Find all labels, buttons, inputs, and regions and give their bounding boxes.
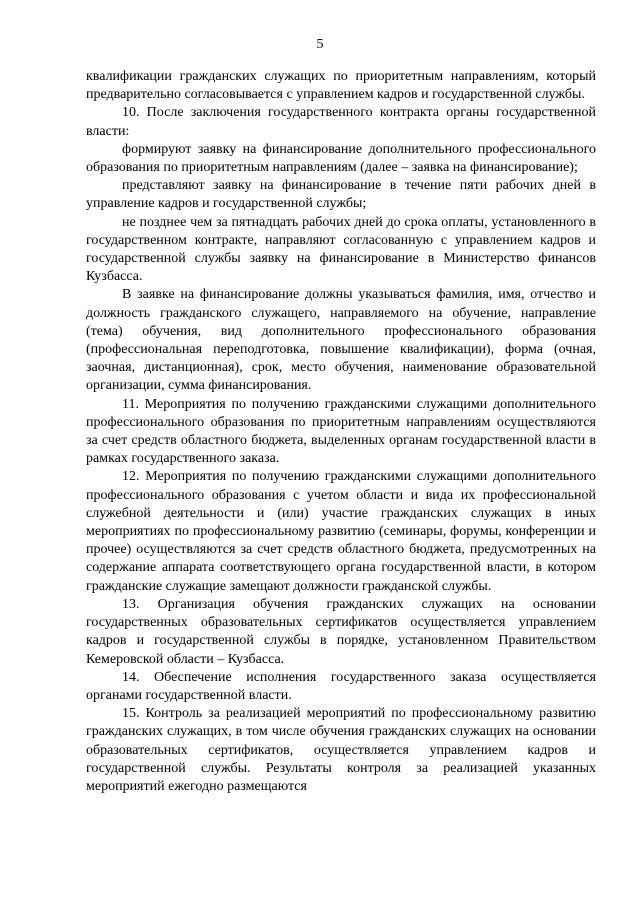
- paragraph-item-13: 13. Организация обучения гражданских служащих на основании государственных образовательных сертификатов осуществляется управлением кадров и государственной службы в порядке, установленном Правительством Кемеровской области – Кузбасса.: [86, 596, 596, 667]
- paragraph-item-12: 12. Мероприятия по получению гражданскими служащими дополнительного профессионального образования с учетом области и вида их профессиональной служебной деятельности и (или) участие гражданских служащих в иных мероприятиях по профессиональному развитию (семинары, форумы, конференции и прочее) осуществляются за счет средств областного бюджета, предусмотренных на содержание аппарата соответствующего органа государственной власти, в котором гражданские служащие замещают должности гражданской службы.: [86, 469, 596, 594]
- paragraph-item-15: 15. Контроль за реализацией мероприятий по профессиональному развитию гражданских служащих, в том числе обучения гражданских служащих на основании образовательных сертификатов, осуществляется управлением кадров и государственной службы. Результаты контроля за реализацией указанных мероприятий ежегодно размещаются: [86, 706, 596, 794]
- paragraph-subitem-send-request: не позднее чем за пятнадцать рабочих дней до срока оплаты, установленного в государственном контракте, направляют согласованную с управлением кадров и государственной службы заявку на финансирование в Министерство финансов Кузбасса.: [86, 214, 596, 285]
- page-number: 5: [316, 37, 324, 52]
- paragraph-item-14: 14. Обеспечение исполнения государственного заказа осуществляется органами государственной власти.: [86, 669, 596, 703]
- paragraph-continuation: квалификации гражданских служащих по приоритетным направлениям, который предварительно согласовывается с управлением кадров и государственной службы.: [86, 69, 596, 103]
- paragraph-item-11: 11. Мероприятия по получению гражданскими служащими дополнительного профессионального образования по приоритетным направлениям осуществляются за счет средств областного бюджета, выделенных органам государственной власти в рамках государственного заказа.: [86, 396, 596, 467]
- document-body: [86, 68, 596, 796]
- paragraph-subitem-form-request: формируют заявку на финансирование дополнительного профессионального образования по приоритетным направлениям (далее – заявка на финансирование);: [86, 141, 596, 176]
- paragraph-item-10: 10. После заключения государственного контракта органы государственной власти:: [86, 105, 596, 139]
- paragraph-request-contents: В заявке на финансирование должны указываться фамилия, имя, отчество и должность гражданского служащего, направляемого на обучение, направление (тема) обучения, вид дополнительного профессионального образования (профессиональная переподготовка, повышение квалификации), форма (очная, заочная, дистанционная), срок, место обучения, наименование образовательной организации, сумма финансирования.: [86, 287, 596, 394]
- paragraph-subitem-submit-request: представляют заявку на финансирование в течение пяти рабочих дней в управление кадров и государственной службы;: [86, 178, 596, 212]
